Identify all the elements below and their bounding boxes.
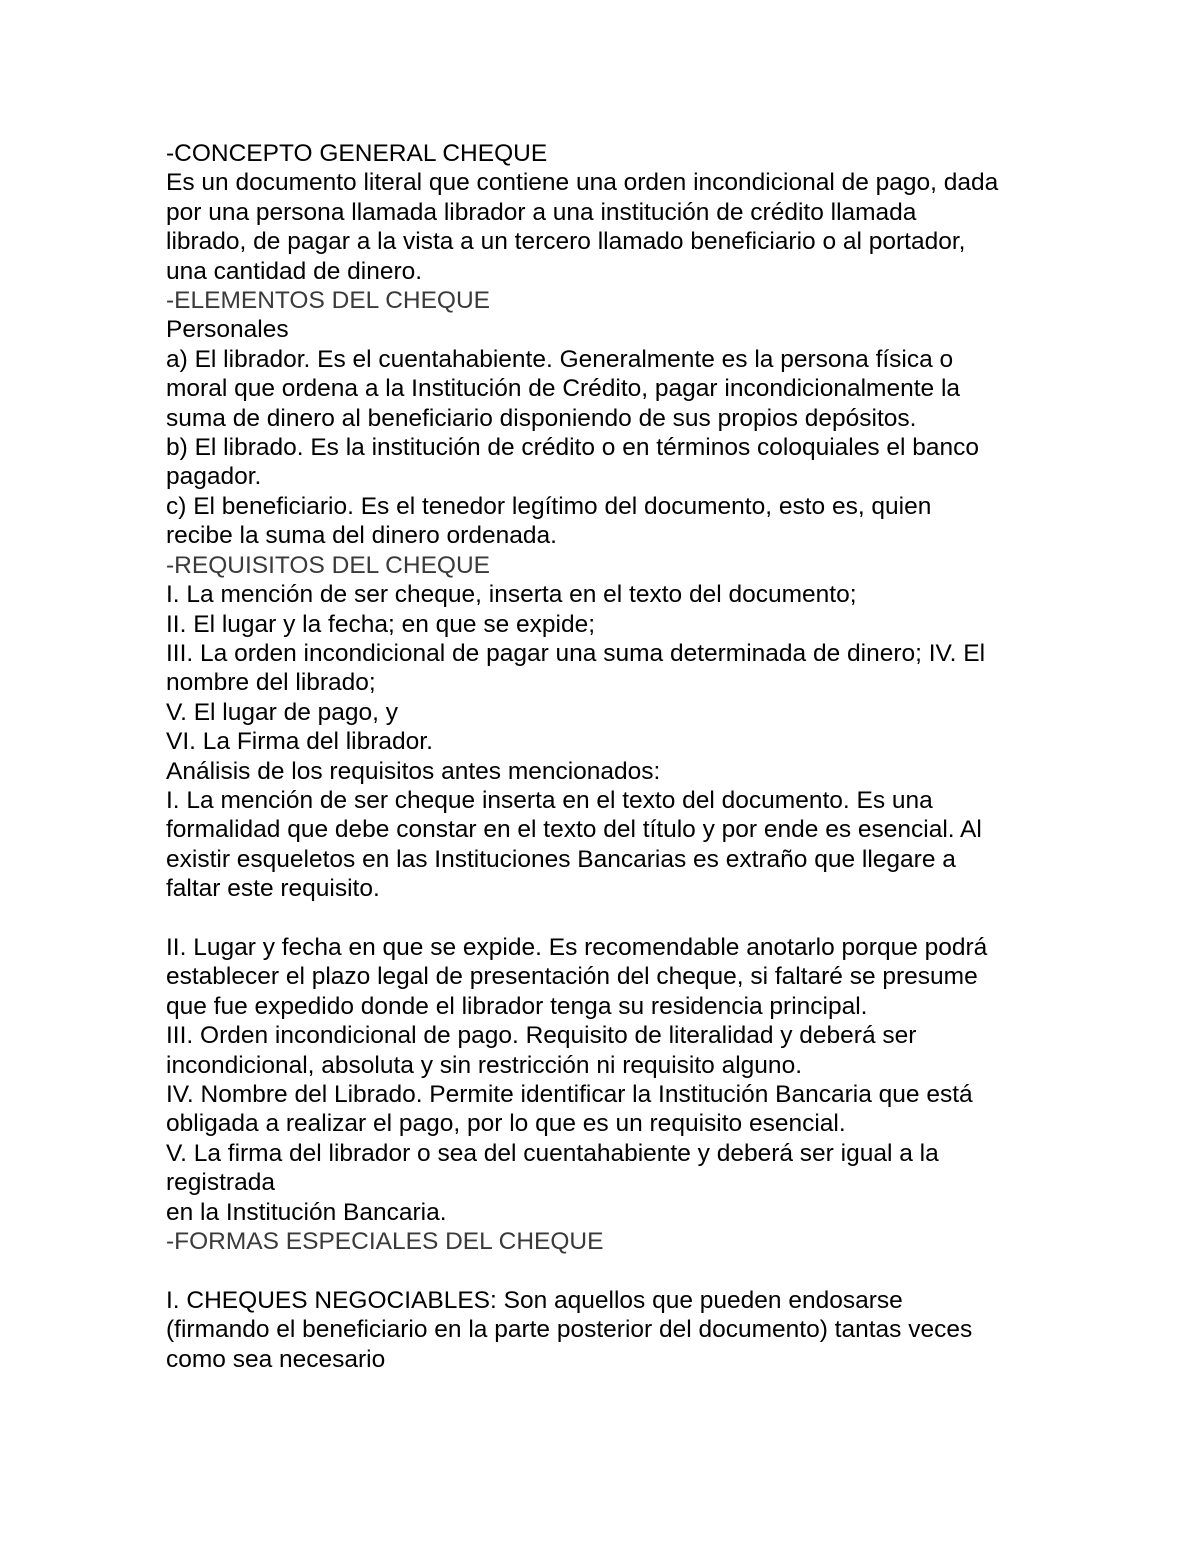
- paragraph-line: registrada: [166, 1169, 275, 1197]
- subheading-personales: Personales: [166, 316, 289, 344]
- paragraph-line: formalidad que debe constar en el texto del título y por ende es esencial. Al: [166, 816, 982, 844]
- list-item: I. La mención de ser cheque, inserta en el texto del documento;: [166, 581, 857, 609]
- list-item: nombre del librado;: [166, 669, 376, 697]
- paragraph-line: c) El beneficiario. Es el tenedor legítimo del documento, esto es, quien: [166, 492, 932, 520]
- paragraph-line: incondicional, absoluta y sin restricción ni requisito alguno.: [166, 1051, 802, 1079]
- blank-line: [166, 1256, 1046, 1285]
- paragraph-line: I. La mención de ser cheque inserta en el texto del documento. Es una: [166, 786, 933, 814]
- heading-formas-especiales: -FORMAS ESPECIALES DEL CHEQUE: [166, 1228, 604, 1256]
- paragraph-line: como sea necesario: [166, 1345, 386, 1373]
- paragraph-line: faltar este requisito.: [166, 875, 380, 903]
- paragraph-line: a) El librador. Es el cuentahabiente. Generalmente es la persona física o: [166, 345, 954, 373]
- paragraph-line: librado, de pagar a la vista a un tercero llamado beneficiario o al portador,: [166, 228, 966, 256]
- paragraph-line: recibe la suma del dinero ordenada.: [166, 522, 557, 550]
- list-item: III. La orden incondicional de pagar una suma determinada de dinero; IV. El: [166, 639, 986, 667]
- list-item: II. El lugar y la fecha; en que se expide;: [166, 610, 596, 638]
- paragraph-line: IV. Nombre del Librado. Permite identificar la Institución Bancaria que está: [166, 1080, 973, 1108]
- paragraph-line: pagador.: [166, 463, 262, 491]
- paragraph-line: por una persona llamada librador a una institución de crédito llamada: [166, 198, 917, 226]
- paragraph-line: (firmando el beneficiario en la parte posterior del documento) tantas veces: [166, 1316, 973, 1344]
- paragraph-line: en la Institución Bancaria.: [166, 1198, 447, 1226]
- paragraph-line: obligada a realizar el pago, por lo que es un requisito esencial.: [166, 1110, 846, 1138]
- paragraph-line: II. Lugar y fecha en que se expide. Es recomendable anotarlo porque podrá: [166, 933, 988, 961]
- paragraph-line: III. Orden incondicional de pago. Requisito de literalidad y deberá ser: [166, 1022, 917, 1050]
- paragraph-line: suma de dinero al beneficiario disponiendo de sus propios depósitos.: [166, 404, 917, 432]
- paragraph-line: I. CHEQUES NEGOCIABLES: Son aquellos que pueden endosarse: [166, 1286, 903, 1314]
- paragraph-line: establecer el plazo legal de presentación del cheque, si faltaré se presume: [166, 963, 978, 991]
- paragraph-line: b) El librado. Es la institución de crédito o en términos coloquiales el banco: [166, 434, 980, 462]
- paragraph-line: Es un documento literal que contiene una orden incondicional de pago, dada: [166, 169, 999, 197]
- heading-requisitos: -REQUISITOS DEL CHEQUE: [166, 551, 491, 579]
- paragraph-line: una cantidad de dinero.: [166, 257, 423, 285]
- paragraph-line: V. La firma del librador o sea del cuentahabiente y deberá ser igual a la: [166, 1139, 939, 1167]
- paragraph-line: existir esqueletos en las Instituciones Bancarias es extraño que llegare a: [166, 845, 956, 873]
- paragraph-line: moral que ordena a la Institución de Crédito, pagar incondicionalmente la: [166, 375, 961, 403]
- heading-concepto: -CONCEPTO GENERAL CHEQUE: [166, 140, 548, 167]
- document-page: [166, 139, 1046, 1374]
- list-item: VI. La Firma del librador.: [166, 728, 433, 756]
- paragraph-line: que fue expedido donde el librador tenga su residencia principal.: [166, 992, 868, 1020]
- subheading-analisis: Análisis de los requisitos antes mencionados:: [166, 757, 661, 785]
- blank-line: [166, 904, 1046, 933]
- list-item: V. El lugar de pago, y: [166, 698, 399, 726]
- heading-elementos: -ELEMENTOS DEL CHEQUE: [166, 287, 491, 315]
